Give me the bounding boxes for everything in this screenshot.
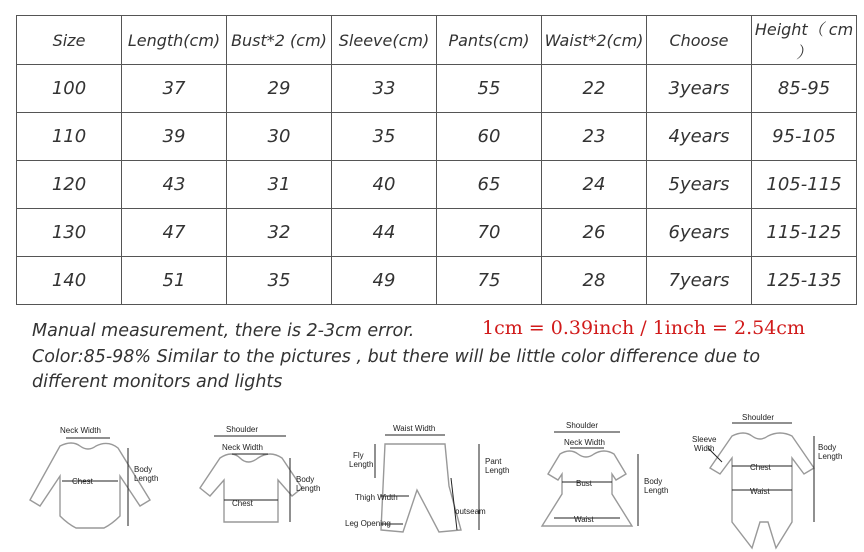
svg-text:Waist: Waist <box>750 487 770 496</box>
color-note-line-2: different monitors and lights <box>32 372 283 392</box>
svg-text:Shoulder: Shoulder <box>566 421 599 430</box>
svg-text:Waist Width: Waist Width <box>393 424 436 433</box>
table-cell: 39 <box>122 113 227 161</box>
svg-text:Thigh Width: Thigh Width <box>355 493 398 502</box>
table-cell: 110 <box>17 113 122 161</box>
table-cell: 65 <box>437 161 542 209</box>
column-header: Bust*2 (cm) <box>227 16 332 65</box>
pants-diagram <box>345 418 520 547</box>
table-cell: 43 <box>122 161 227 209</box>
table-cell: 70 <box>437 209 542 257</box>
svg-text:Neck Width: Neck Width <box>60 426 101 435</box>
table-cell: 125-135 <box>752 257 857 305</box>
table-cell: 51 <box>122 257 227 305</box>
table-cell: 5years <box>647 161 752 209</box>
svg-text:Sleeve: Sleeve <box>692 435 717 444</box>
measurement-error-note: Manual measurement, there is 2-3cm error. <box>32 321 415 341</box>
table-cell: 26 <box>542 209 647 257</box>
column-header: Waist*2(cm) <box>542 16 647 65</box>
svg-text:Chest: Chest <box>232 499 253 508</box>
table-cell: 140 <box>17 257 122 305</box>
svg-text:Width: Width <box>694 444 715 453</box>
svg-text:Fly: Fly <box>353 451 364 460</box>
svg-text:Body: Body <box>296 475 315 484</box>
svg-text:Length: Length <box>644 486 669 495</box>
table-row <box>17 257 857 305</box>
table-cell: 120 <box>17 161 122 209</box>
table-cell: 47 <box>122 209 227 257</box>
svg-text:Shoulder: Shoulder <box>742 413 775 422</box>
svg-text:Bust: Bust <box>576 479 593 488</box>
table-cell: 4years <box>647 113 752 161</box>
unit-conversion-note: 1cm = 0.39inch / 1inch = 2.54cm <box>482 317 805 339</box>
table-row <box>17 161 857 209</box>
table-cell: 22 <box>542 65 647 113</box>
column-header: Size <box>17 16 122 65</box>
column-header: Height（ cm ） <box>752 16 857 65</box>
column-header: Sleeve(cm) <box>332 16 437 65</box>
tshirt-diagram <box>192 418 342 542</box>
svg-text:outseam: outseam <box>455 507 486 516</box>
table-cell: 115-125 <box>752 209 857 257</box>
svg-text:Length: Length <box>134 474 159 483</box>
svg-text:Length: Length <box>349 460 374 469</box>
table-cell: 29 <box>227 65 332 113</box>
table-cell: 35 <box>332 113 437 161</box>
table-cell: 6years <box>647 209 752 257</box>
table-cell: 35 <box>227 257 332 305</box>
table-cell: 30 <box>227 113 332 161</box>
table-cell: 60 <box>437 113 542 161</box>
svg-text:Chest: Chest <box>750 463 771 472</box>
svg-text:Length: Length <box>818 452 843 461</box>
color-note-line-1: Color:85-98% Similar to the pictures , but there will be little color difference due to <box>32 347 761 367</box>
svg-text:Waist: Waist <box>574 515 594 524</box>
svg-text:Pant: Pant <box>485 457 502 466</box>
table-header-row <box>17 16 857 65</box>
table-cell: 40 <box>332 161 437 209</box>
table-row <box>17 209 857 257</box>
column-header: Pants(cm) <box>437 16 542 65</box>
table-cell: 7years <box>647 257 752 305</box>
bodysuit-diagram <box>22 418 172 542</box>
svg-text:Neck Width: Neck Width <box>564 438 605 447</box>
dress-diagram <box>532 418 682 542</box>
svg-text:Body: Body <box>134 465 153 474</box>
svg-text:Length: Length <box>296 484 321 493</box>
column-header: Length(cm) <box>122 16 227 65</box>
table-cell: 85-95 <box>752 65 857 113</box>
table-cell: 75 <box>437 257 542 305</box>
table-cell: 37 <box>122 65 227 113</box>
table-row <box>17 65 857 113</box>
svg-text:Length: Length <box>485 466 510 475</box>
table-cell: 95-105 <box>752 113 857 161</box>
table-cell: 100 <box>17 65 122 113</box>
table-cell: 28 <box>542 257 647 305</box>
table-cell: 105-115 <box>752 161 857 209</box>
svg-text:Body: Body <box>644 477 663 486</box>
svg-text:Body: Body <box>818 443 837 452</box>
svg-text:Shoulder: Shoulder <box>226 425 259 434</box>
table-cell: 49 <box>332 257 437 305</box>
size-chart-table <box>16 15 857 305</box>
column-header: Choose <box>647 16 752 65</box>
table-cell: 55 <box>437 65 542 113</box>
table-cell: 23 <box>542 113 647 161</box>
table-cell: 130 <box>17 209 122 257</box>
table-cell: 3years <box>647 65 752 113</box>
svg-text:Neck Width: Neck Width <box>222 443 263 452</box>
svg-text:Chest: Chest <box>72 477 93 486</box>
table-cell: 44 <box>332 209 437 257</box>
table-cell: 33 <box>332 65 437 113</box>
table-cell: 31 <box>227 161 332 209</box>
svg-text:Leg Opening: Leg Opening <box>345 519 391 528</box>
table-cell: 24 <box>542 161 647 209</box>
table-cell: 32 <box>227 209 332 257</box>
table-row <box>17 113 857 161</box>
romper-diagram <box>688 413 858 552</box>
